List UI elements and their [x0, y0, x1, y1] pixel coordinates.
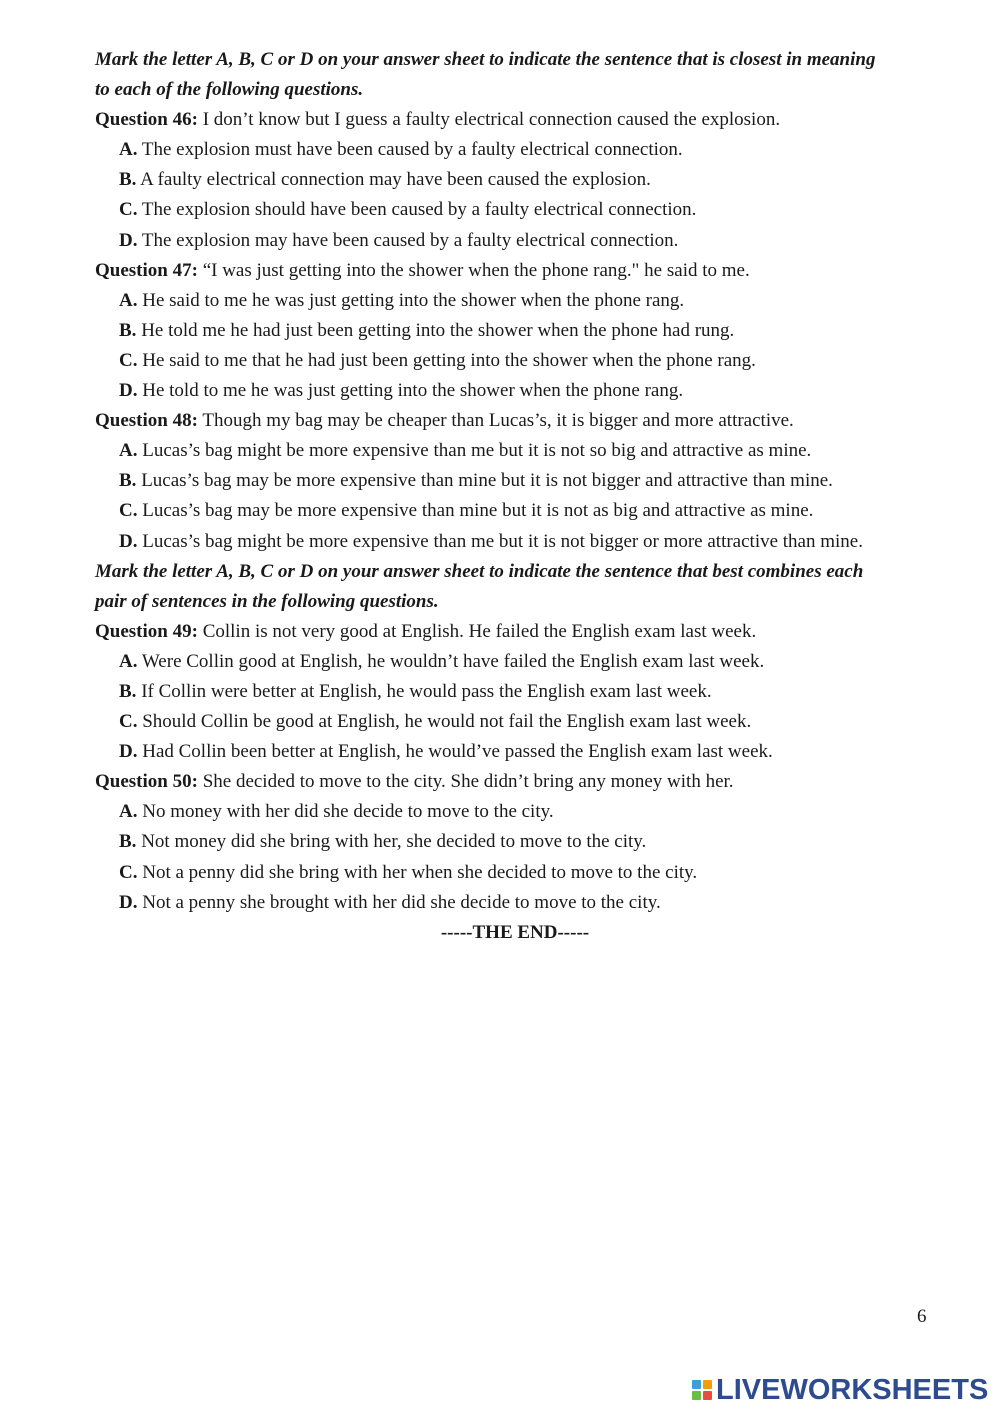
- liveworksheets-logo[interactable]: [692, 1374, 988, 1406]
- option-46-c[interactable]: [95, 195, 935, 225]
- option-letter: A.: [119, 139, 138, 161]
- option-letter: D.: [119, 229, 138, 251]
- option-text: If Collin were better at English, he would pass the English exam last week.: [136, 680, 712, 702]
- icon-tile-l: [692, 1380, 701, 1389]
- option-text: He told to me he was just getting into the shower when the phone rang.: [137, 380, 684, 402]
- question-label: Question 48:: [95, 410, 198, 432]
- option-48-c[interactable]: [95, 496, 935, 526]
- option-46-d[interactable]: [95, 226, 935, 256]
- option-text: Not a penny did she bring with her when she decided to move to the city.: [137, 861, 698, 883]
- question-text: “I was just getting into the shower when the phone rang." he said to me.: [197, 259, 750, 281]
- option-letter: B.: [119, 831, 137, 853]
- option-text: Lucas’s bag may be more expensive than mine but it is not as big and attractive as mine.: [137, 500, 814, 522]
- question-label: Question 46:: [95, 109, 198, 131]
- option-letter: D.: [119, 380, 138, 402]
- option-letter: C.: [119, 711, 138, 733]
- option-47-c[interactable]: [95, 346, 935, 376]
- option-text: The explosion should have been caused by a faulty electrical connection.: [137, 199, 697, 221]
- option-47-b[interactable]: [95, 316, 935, 346]
- option-50-c[interactable]: [95, 858, 935, 888]
- question-label: Question 47:: [95, 259, 198, 281]
- option-text: He told me he had just been getting into the shower when the phone had rung.: [136, 319, 735, 341]
- option-text: Lucas’s bag might be more expensive than me but it is not so big and attractive as mine.: [137, 440, 812, 462]
- option-49-b[interactable]: [95, 677, 935, 707]
- option-48-a[interactable]: [95, 436, 935, 466]
- option-46-a[interactable]: [95, 135, 935, 165]
- option-49-a[interactable]: [95, 647, 935, 677]
- option-letter: C.: [119, 349, 138, 371]
- option-letter: C.: [119, 861, 138, 883]
- option-48-d[interactable]: [95, 527, 935, 557]
- option-text: Not a penny she brought with her did she decide to move to the city.: [137, 891, 661, 913]
- option-letter: A.: [119, 289, 138, 311]
- instruction-closest-line-1: Mark the letter A, B, C or D on your answer sheet to indicate the sentence that is closest in meaning: [95, 49, 876, 70]
- page-number: 6: [917, 1306, 927, 1327]
- option-49-c[interactable]: [95, 707, 935, 737]
- option-text: Were Collin good at English, he wouldn’t have failed the English exam last week.: [137, 650, 765, 672]
- question-text: She decided to move to the city. She didn’t bring any money with her.: [197, 771, 734, 793]
- option-text: The explosion may have been caused by a faulty electrical connection.: [137, 229, 679, 251]
- icon-tile-e: [703, 1391, 712, 1400]
- option-text: The explosion must have been caused by a faulty electrical connection.: [137, 139, 683, 161]
- option-text: He said to me that he had just been getting into the shower when the phone rang.: [137, 349, 756, 371]
- instruction-closest-line-2: to each of the following questions.: [95, 79, 364, 101]
- icon-tile-i: [703, 1380, 712, 1389]
- instruction-combine-line-1: Mark the letter A, B, C or D on your answer sheet to indicate the sentence that best combines each: [95, 560, 864, 582]
- option-letter: D.: [119, 891, 138, 913]
- question-text: Though my bag may be cheaper than Lucas’s, it is bigger and more attractive.: [197, 410, 794, 432]
- instruction-combine-line-2: pair of sentences in the following questions.: [95, 590, 439, 612]
- question-text: Collin is not very good at English. He failed the English exam last week.: [197, 620, 757, 642]
- option-letter: B.: [119, 680, 137, 702]
- option-letter: A.: [119, 650, 138, 672]
- question-text: I don’t know but I guess a faulty electrical connection caused the explosion.: [197, 109, 781, 131]
- question-46: [95, 105, 935, 135]
- option-text: No money with her did she decide to move to the city.: [137, 801, 554, 823]
- option-text: Should Collin be good at English, he would not fail the English exam last week.: [137, 711, 752, 733]
- option-47-a[interactable]: [95, 286, 935, 316]
- worksheet-content: [95, 45, 935, 948]
- option-50-b[interactable]: [95, 827, 935, 857]
- option-letter: D.: [119, 530, 138, 552]
- option-50-d[interactable]: [95, 888, 935, 918]
- option-text: Had Collin been better at English, he would’ve passed the English exam last week.: [137, 741, 773, 763]
- option-letter: A.: [119, 801, 138, 823]
- option-letter: B.: [119, 169, 137, 191]
- option-text: Lucas’s bag may be more expensive than mine but it is not bigger and attractive than mine.: [136, 470, 833, 492]
- question-label: Question 49:: [95, 620, 198, 642]
- option-49-d[interactable]: [95, 737, 935, 767]
- end-marker: -----THE END-----: [440, 921, 590, 943]
- option-letter: A.: [119, 440, 138, 462]
- option-47-d[interactable]: [95, 376, 935, 406]
- option-text: Not money did she bring with her, she decided to move to the city.: [136, 831, 647, 853]
- option-letter: B.: [119, 319, 137, 341]
- option-50-a[interactable]: [95, 797, 935, 827]
- option-text: Lucas’s bag might be more expensive than me but it is not bigger or more attractive than mine.: [137, 530, 863, 552]
- question-47: [95, 256, 935, 286]
- option-letter: C.: [119, 500, 138, 522]
- option-46-b[interactable]: [95, 165, 935, 195]
- option-letter: B.: [119, 470, 137, 492]
- question-49: [95, 617, 935, 647]
- question-48: [95, 406, 935, 436]
- option-letter: D.: [119, 741, 138, 763]
- liveworksheets-icon: [692, 1380, 712, 1400]
- option-text: He said to me he was just getting into the shower when the phone rang.: [137, 289, 685, 311]
- option-letter: C.: [119, 199, 138, 221]
- option-text: A faulty electrical connection may have been caused the explosion.: [136, 169, 651, 191]
- question-label: Question 50:: [95, 771, 198, 793]
- icon-tile-v: [692, 1391, 701, 1400]
- brand-name: LIVEWORKSHEETS: [716, 1373, 989, 1406]
- option-48-b[interactable]: [95, 466, 935, 496]
- question-50: [95, 767, 935, 797]
